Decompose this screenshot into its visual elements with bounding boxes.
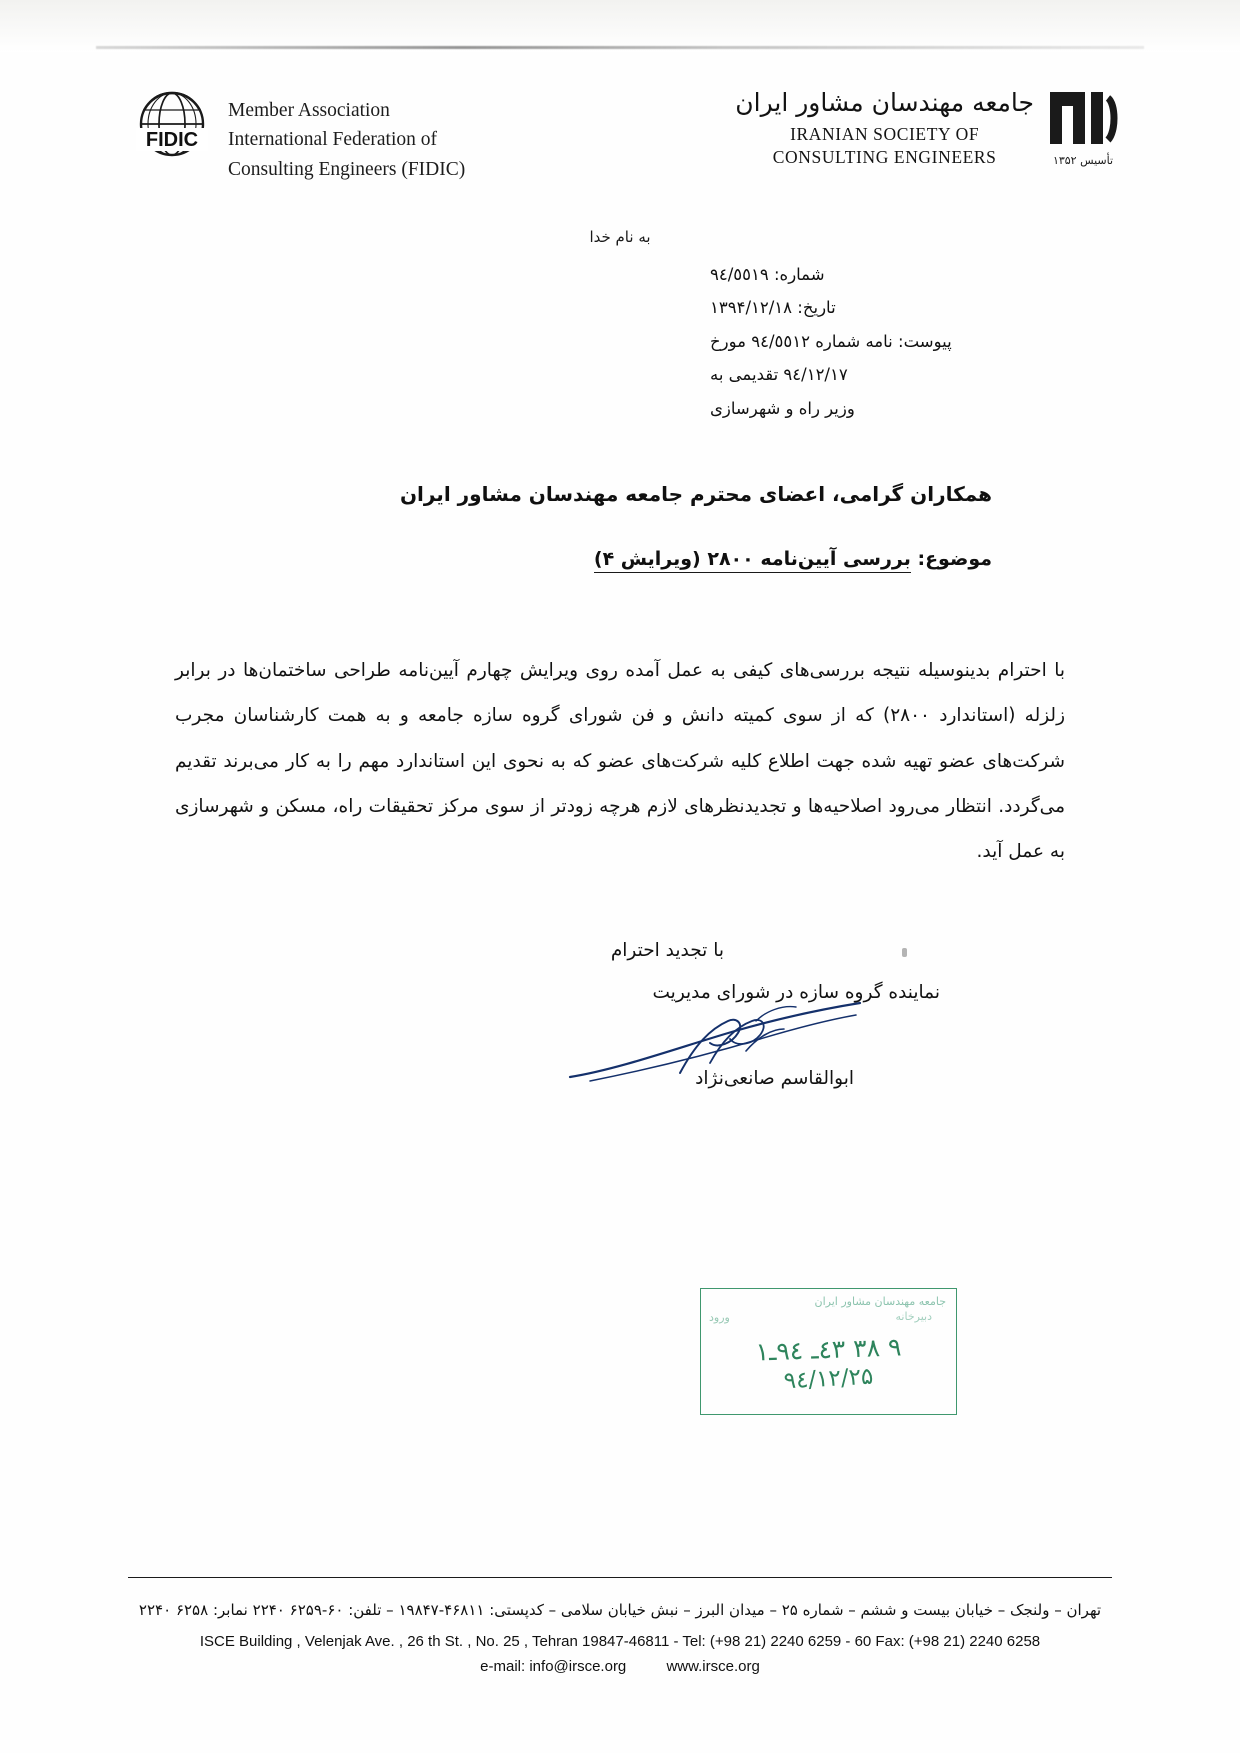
isce-block xyxy=(735,82,1120,174)
footer-address-en: ISCE Building , Velenjak Ave. , 26 th St. , No. 25 , Tehran 19847-46811 - Tel: (+98 21) 2240 6259 - 60 Fax: (+98 21) 2240 6258 xyxy=(199,1633,1041,1650)
meta-attachment-line3: وزیر راه و شهرسازی xyxy=(710,398,855,418)
meta-number-row xyxy=(710,258,1000,291)
fidic-line-3: Consulting Engineers (FIDIC) xyxy=(228,158,466,180)
received-stamp xyxy=(700,1288,957,1415)
meta-date-row xyxy=(710,291,1000,324)
isce-name-en-line1: IRANIAN SOCIETY OF xyxy=(790,124,980,144)
svg-text:FIDIC: FIDIC xyxy=(145,129,199,151)
stamp-handwriting-number: ٩ ٣٨ ٤٣ـ ٩٤ـ١ xyxy=(755,1332,902,1367)
signer-role: نماینده گروه سازه در شورای مدیریت xyxy=(652,982,940,1003)
svg-text:تأسیس ۱۳۵۲: تأسیس ۱۳۵۲ xyxy=(1052,154,1114,167)
scan-edge-shading xyxy=(0,0,1240,52)
letter-meta-block xyxy=(710,258,1000,425)
stamp-sub-line: دبیرخانه xyxy=(895,1310,932,1323)
footer-email[interactable]: e-mail: info@irsce.org xyxy=(480,1658,627,1675)
fidic-block xyxy=(130,86,465,184)
isce-name-en-line2: CONSULTING ENGINEERS xyxy=(772,146,997,167)
meta-attachment-label: پیوست: xyxy=(898,331,952,351)
stamp-side-label: ورود xyxy=(709,1311,730,1324)
subject-line xyxy=(594,548,992,570)
fidic-text-block xyxy=(228,86,465,184)
meta-attachment-line2: ٩٤/١٢/١٧ تقدیمی به xyxy=(710,365,848,385)
meta-attachment-row xyxy=(710,325,1000,358)
signer-name: ابوالقاسم صانعی‌نژاد xyxy=(695,1068,854,1089)
meta-date-label: تاریخ: xyxy=(797,298,836,318)
body-paragraph: با احترام بدینوسیله نتیجه بررسی‌های کیفی به عمل آمده روی ویرایش چهارم آیین‌نامه طراحی ساختمان‌ها در برابر زلزله (استاندارد ۲۸۰۰) که از سوی کمیته دانش و فن شورای گروه سازه جامعه و به همت کارشناسان مجرب شرکت‌های عضو تهیه شده جهت اطلاع کلیه شرکت‌های عضو که به نحوی این استاندارد مهم را به کار می‌برند تقدیم می‌گردد. انتظار می‌رود اصلاحیه‌ها و تجدیدنظرهای لازم هرچه زودتر از سوی مرکز تحقیقات راه، مسکن و شهرسازی به عمل آید. xyxy=(175,660,1066,863)
stamp-handwriting-date: ٩٤/١٢/٢۵ xyxy=(783,1363,874,1395)
isce-name-fa: جامعه مهندسان مشاور ایران xyxy=(735,88,1034,117)
meta-number-label: شماره: xyxy=(773,265,825,284)
subject-label: موضوع: xyxy=(917,548,992,570)
meta-date-value: ۱۳۹۴/۱۲/۱۸ xyxy=(710,298,793,318)
footer-address-fa: تهران – ولنجک – خیابان بیست و ششم – شماره ۲۵ – میدان البرز – نبش خیابان سلامی – کدپستی: ۴۶۸۱۱-۱۹۸۴۷ – تلفن: ۶۰-۶۲۵۹ ۲۲۴۰ نمابر: ۶۲۵۸ ۲۲۴۰ xyxy=(138,1601,1102,1619)
fidic-line-2: International Federation of xyxy=(228,129,438,151)
stamp-org-line: جامعه مهندسان مشاور ایران xyxy=(814,1295,946,1308)
subject-value: بررسی آیین‌نامه ۲۸۰۰ (ویرایش ۴) xyxy=(594,548,911,573)
footer-divider xyxy=(128,1577,1112,1578)
letter-body xyxy=(175,648,1065,875)
isce-logo-icon xyxy=(1046,82,1120,174)
scan-artifact-line xyxy=(96,46,1144,49)
meta-attachment-value: نامه شماره ٩٤/٥٥١٢ مورخ xyxy=(710,331,893,351)
footer-website[interactable]: www.irsce.org xyxy=(666,1658,760,1675)
fidic-globe-icon xyxy=(130,86,214,170)
salutation: همکاران گرامی، اعضای محترم جامعه مهندسان مشاور ایران xyxy=(399,482,992,506)
isce-name-block xyxy=(735,82,1034,169)
footer-block xyxy=(100,1601,1140,1675)
fidic-line-1: Member Association xyxy=(228,100,390,121)
letterhead xyxy=(130,82,1120,192)
scan-speck xyxy=(902,948,907,957)
meta-number-value: ٩٤/٥٥١٩ xyxy=(710,265,769,284)
closing-phrase: با تجدید احترام xyxy=(610,940,724,961)
bismillah-text: به نام خدا xyxy=(589,228,651,246)
footer-contact-row xyxy=(100,1658,1140,1675)
